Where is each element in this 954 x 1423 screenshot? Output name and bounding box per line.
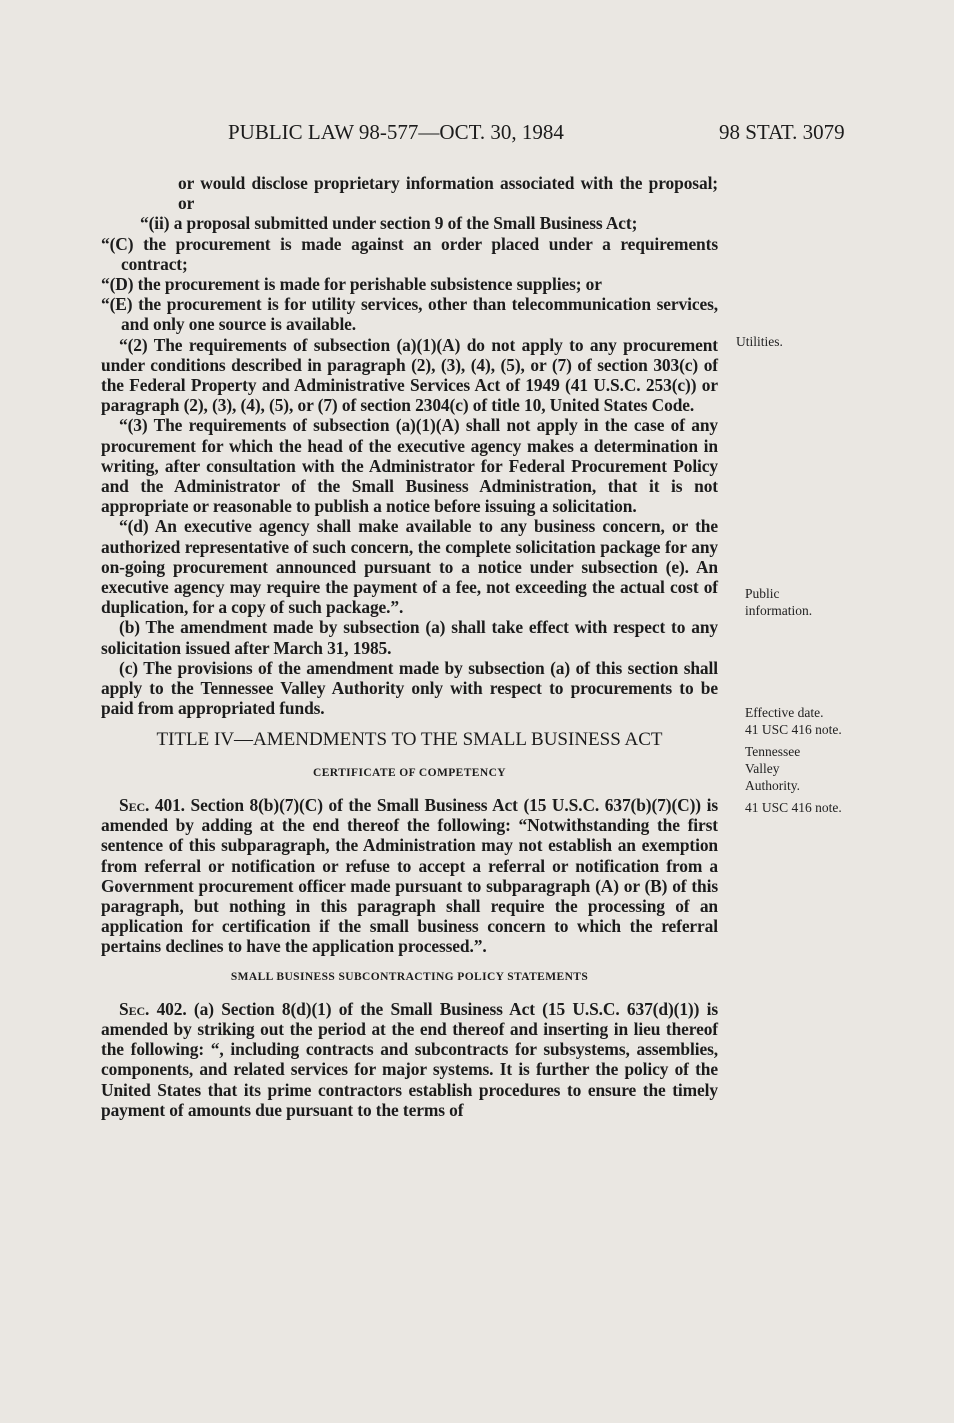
- title-heading: TITLE IV—AMENDMENTS TO THE SMALL BUSINESS ACT: [156, 729, 663, 751]
- body-text: [101, 173, 718, 1120]
- margin-note-line: Tennessee: [745, 744, 801, 759]
- margin-note-tva: [745, 743, 842, 816]
- section-heading: SMALL BUSINESS SUBCONTRACTING POLICY STATEMENTS: [230, 970, 589, 983]
- paragraph: “(ii) a proposal submitted under section 9 of the Small Business Act;: [140, 213, 638, 234]
- section-label: Sec. 401.: [119, 794, 185, 815]
- margin-note-line: Effective date.: [745, 705, 824, 720]
- margin-note-line: 41 USC 416 note.: [745, 800, 842, 815]
- margin-note-line: Utilities.: [736, 334, 783, 349]
- paragraph: (c) The provisions of the amendment made by subsection (a) of this section shall apply to the Tennessee Valley Authority only with respect to procurements to be paid from appropriated funds.: [101, 657, 718, 719]
- section-402: [101, 999, 718, 1120]
- margin-note-line: information.: [745, 603, 813, 618]
- margin-note-public-information: [745, 585, 812, 619]
- paragraph: (b) The amendment made by subsection (a) shall take effect with respect to any solicitation issued after March 31, 1985.: [101, 617, 718, 658]
- margin-note-effective-date: [745, 704, 842, 738]
- section-label: Sec. 402.: [119, 998, 187, 1019]
- section-text: Section 8(b)(7)(C) of the Small Business Act (15 U.S.C. 637(b)(7)(C)) is amended by adding at the end thereof the following: “Notwithstanding the first sentence of this subparagraph, the Administration may not establish an exemption from referral or notification or refuse to accept a referral or notification from a Government procurement officer made pursuant to subparagraph (A) or (B) of this paragraph, but nothing in this paragraph shall require the processing of an application for certification if the small business concern to which the referral pertains declines to have the application processed.”.: [101, 794, 718, 957]
- page-header: [0, 120, 954, 150]
- paragraph: “(C) the procurement is made against an order placed under a requirements contract;: [101, 233, 718, 274]
- paragraph: “(D) the procurement is made for perishable subsistence supplies; or: [101, 274, 602, 295]
- margin-note-line: 41 USC 416 note.: [745, 722, 842, 737]
- statute-page-number: 98 STAT. 3079: [719, 120, 845, 144]
- paragraph: or would disclose proprietary information associated with the proposal; or: [178, 173, 718, 214]
- running-title: PUBLIC LAW 98-577—OCT. 30, 1984: [228, 120, 564, 144]
- section-text: (a) Section 8(d)(1) of the Small Business Act (15 U.S.C. 637(d)(1)) is amended by striking out the period at the end thereof and inserting in lieu thereof the following: “, including contracts and subcontracts for subsystems, assemblies, components, and related services for major systems. It is further the policy of the United States that its prime contractors establish procedures to ensure the timely payment of amounts due pursuant to the terms of: [101, 998, 718, 1120]
- margin-note-line: Valley: [745, 761, 780, 776]
- paragraph: “(E) the procurement is for utility services, other than telecommunication services, and only one source is available.: [101, 294, 718, 335]
- section-heading: CERTIFICATE OF COMPETENCY: [313, 766, 506, 779]
- margin-note-utilities: [736, 333, 783, 350]
- paragraph: “(2) The requirements of subsection (a)(1)(A) do not apply to any procurement under conditions described in paragraph (2), (3), (4), (5), or (7) of section 303(c) of the Federal Property and Administrative Services Act of 1949 (41 U.S.C. 253(c)) or paragraph (2), (3), (4), (5), or (7) of section 2304(c) of title 10, United States Code.: [101, 334, 718, 416]
- margin-note-line: Public: [745, 586, 780, 601]
- margin-note-line: Authority.: [745, 778, 800, 793]
- section-401: [101, 795, 718, 957]
- paragraph: “(3) The requirements of subsection (a)(1)(A) shall not apply in the case of any procurement for which the head of the executive agency makes a determination in writing, after consultation with the Administrator for Federal Procurement Policy and the Administrator of the Small Business Administration, that it is not appropriate or reasonable to publish a notice before issuing a solicitation.: [101, 415, 718, 517]
- paragraph: “(d) An executive agency shall make available to any business concern, or the authorized representative of such concern, the complete solicitation package for any on-going procurement announced pursuant to a notice under subsection (e). An executive agency may require the payment of a fee, not exceeding the actual cost of duplication, for a copy of such package.”.: [101, 516, 718, 618]
